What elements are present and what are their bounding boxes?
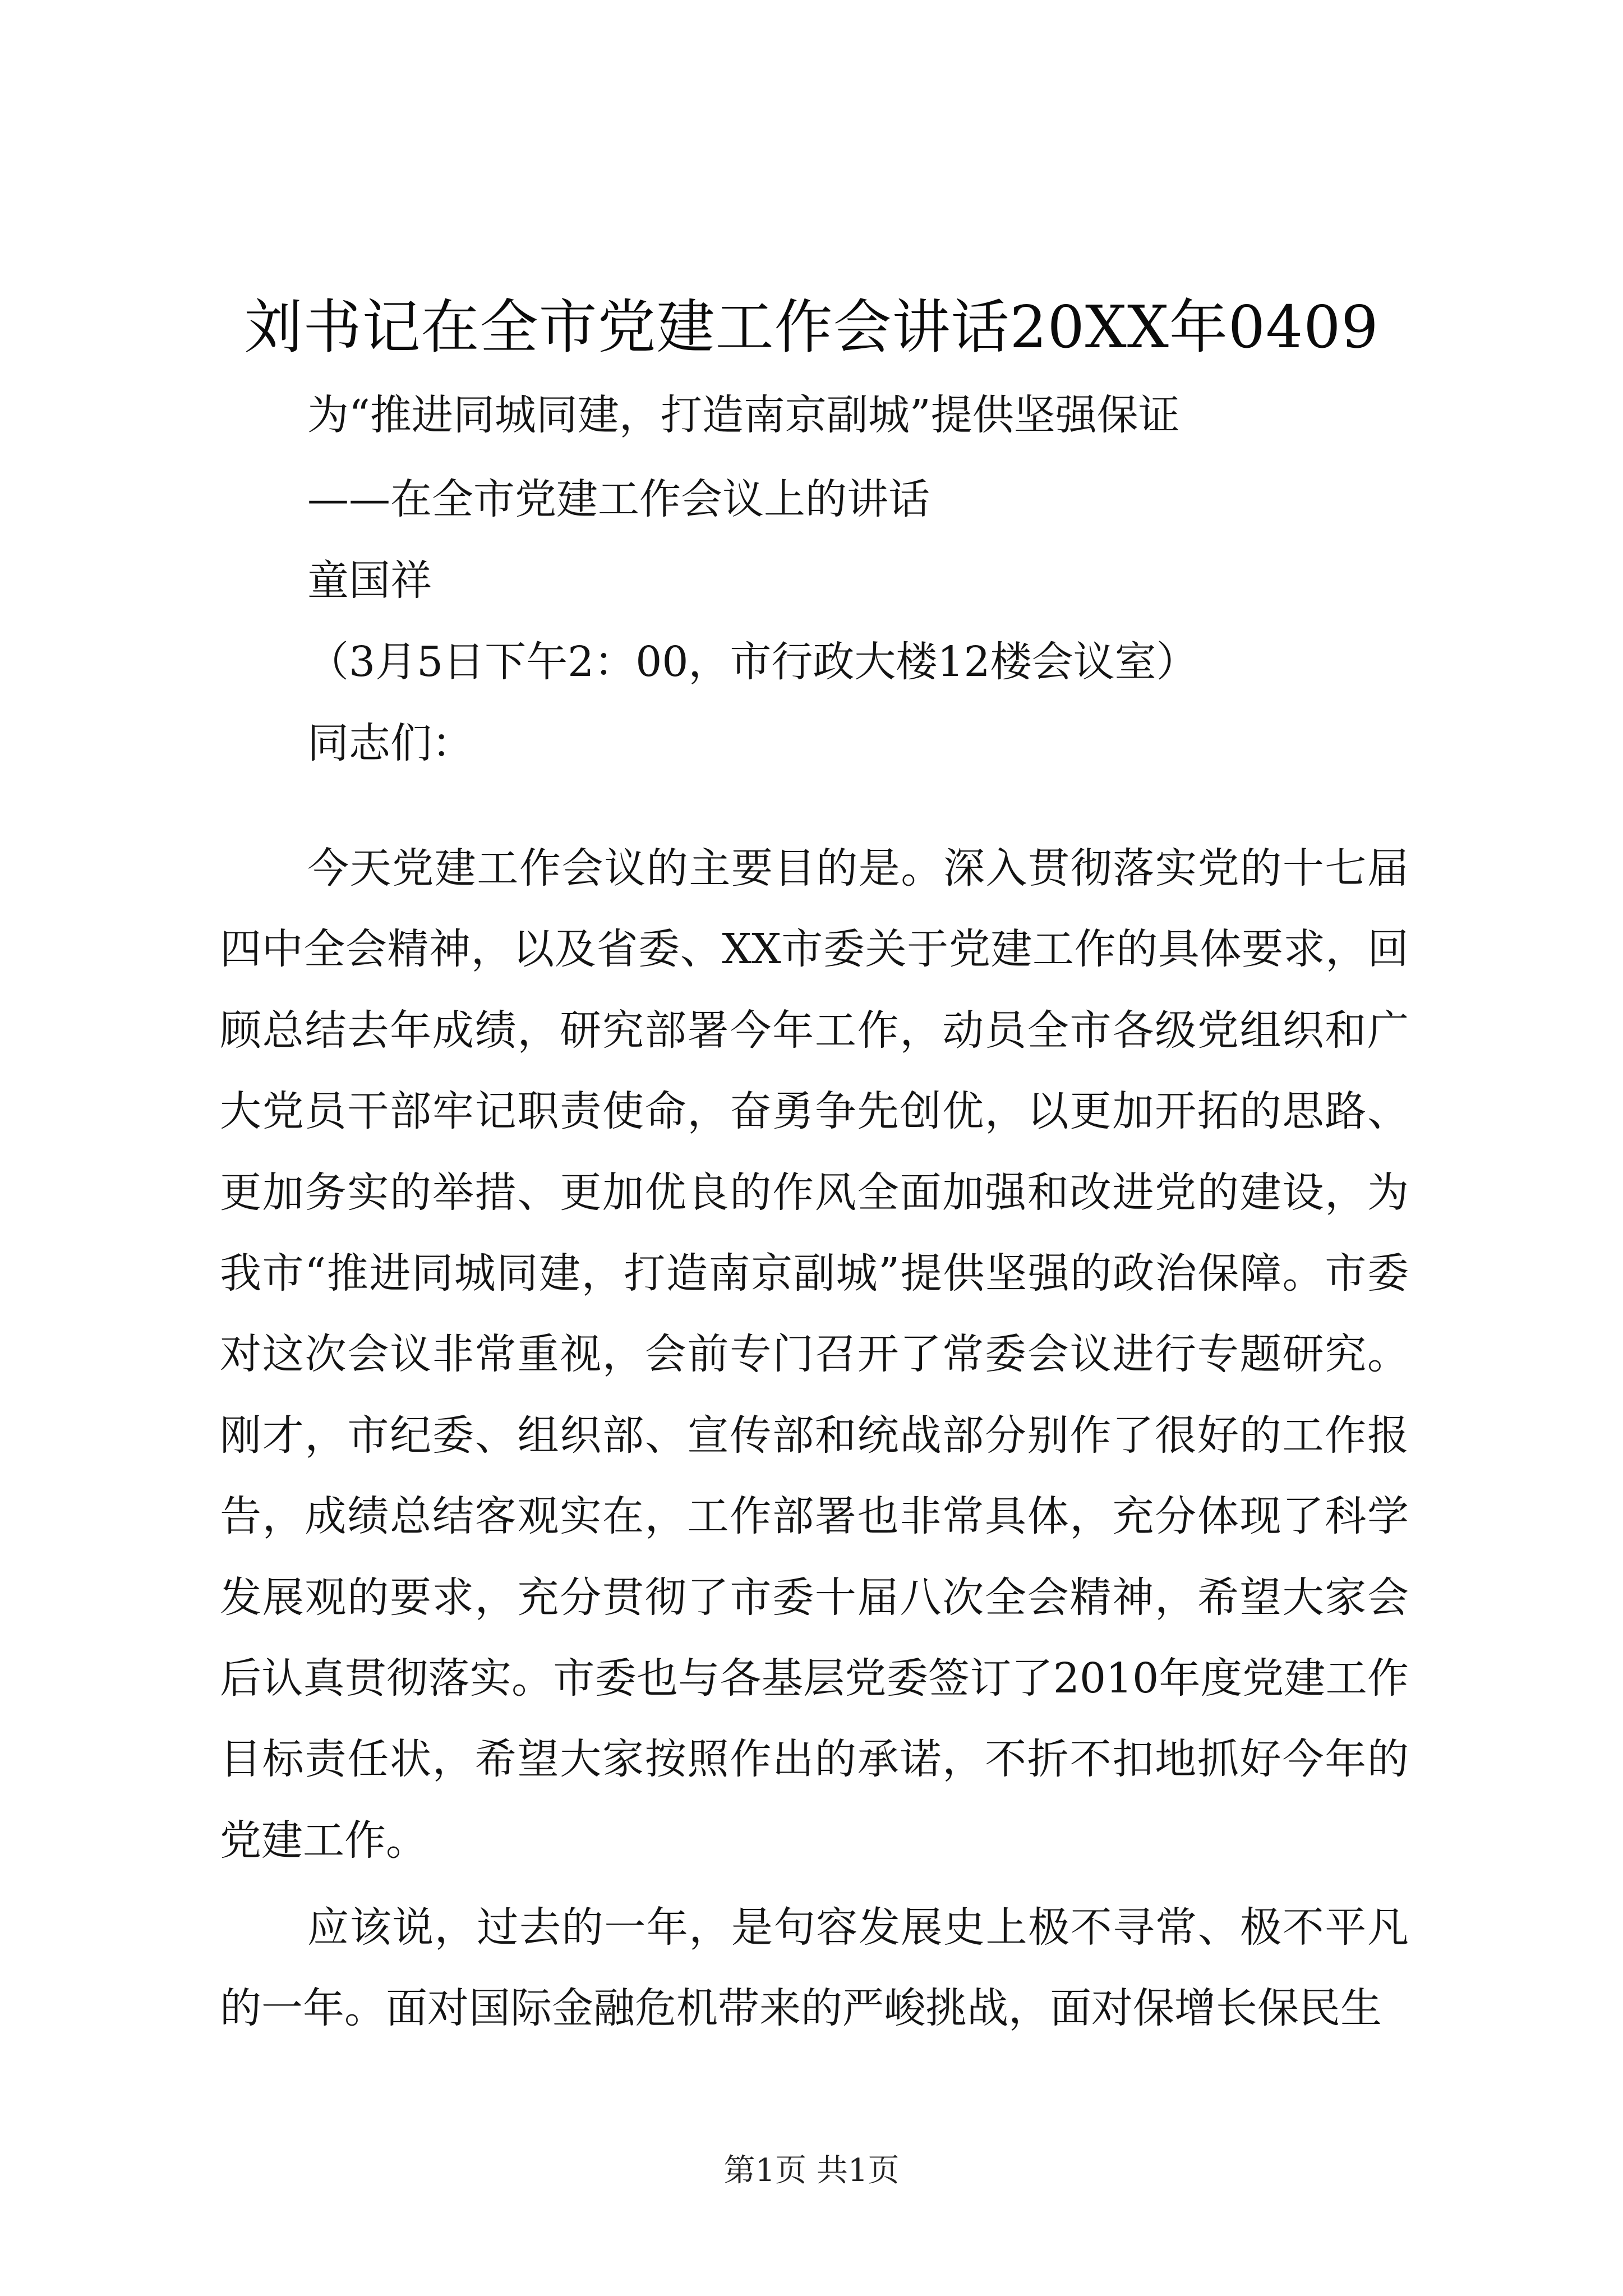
meeting-info: （3月5日下午2：00，市行政大楼12楼会议室）	[307, 638, 1198, 686]
salutation: 同志们：	[307, 719, 473, 767]
document-subtitle: 为“推进同城同建，打造南京副城”提供坚强保证	[307, 391, 1180, 439]
document-title: 刘书记在全市党建工作会讲话20XX年0409	[244, 293, 1379, 361]
body-paragraph: 今天党建工作会议的主要目的是。深入贯彻落实党的十七届四中全会精神，以及省委、XX市委关于党建工作的具体要求，回顾总结去年成绩，研究部署今年工作，动员全市各级党组织和广大党员干部牢记职责使命，奋勇争先创优，以更加开拓的思路、更加务实的举措、更加优良的作风全面加强和改进党的建设，为我市“推进同城同建，打造南京副城”提供坚强的政治保障。市委对这次会议非常重视，会前专门召开了常委会议进行专题研究。刚才，市纪委、组织部、宣传部和统战部分别作了很好的工作报告，成绩总结客观实在，工作部署也非常具体，充分体现了科学发展观的要求，充分贯彻了市委十届八次全会精神，希望大家会后认真贯彻落实。市委也与各基层党委签订了2010年度党建工作目标责任状，希望大家按照作出的承诺，不折不扣地抓好今年的党建工作。	[220, 844, 1409, 1865]
document-subtitle-secondary: ——在全市党建工作会议上的讲话	[307, 475, 930, 523]
body-paragraph: 应该说，过去的一年，是句容发展史上极不寻常、极不平凡的一年。面对国际金融危机带来的严峻挑战，面对保增长保民生	[220, 1903, 1409, 2033]
document-author: 童国祥	[307, 556, 432, 605]
page-number-footer: 第1页 共1页	[723, 2152, 900, 2189]
